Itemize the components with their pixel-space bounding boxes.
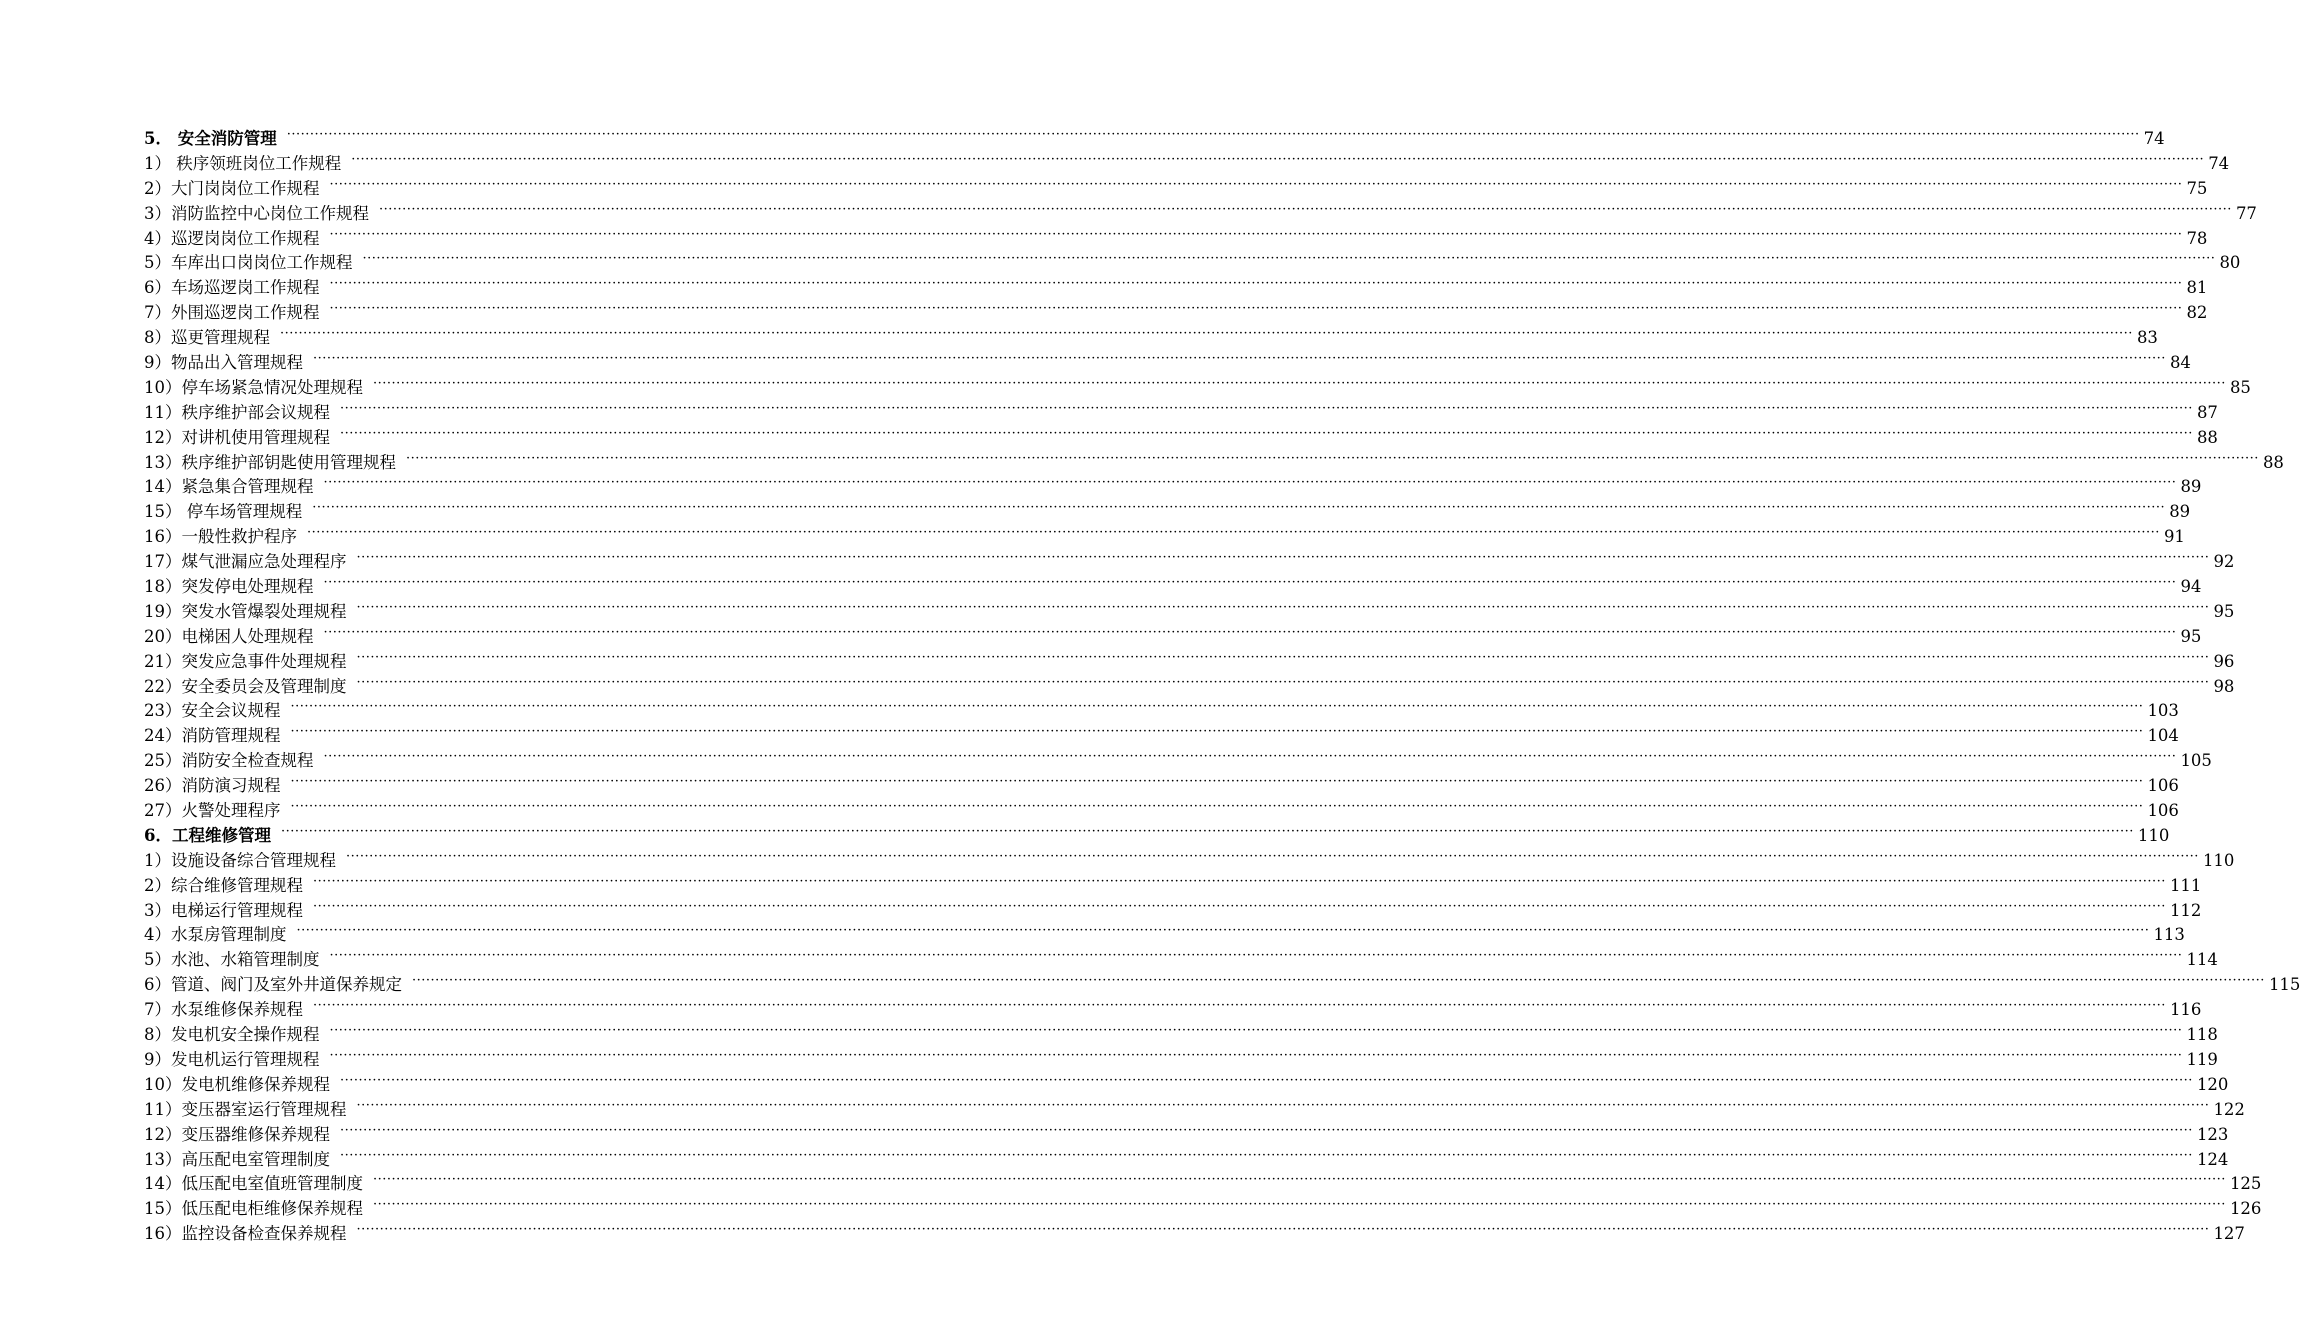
toc-page-number: 115 [2268, 975, 2300, 995]
toc-leader-dots: ················································································································································································································································································································································································································ [412, 973, 2265, 989]
toc-entry-title: 4）水泵房管理制度 [144, 925, 287, 945]
toc-entry-title: 4）巡逻岗岗位工作规程 [144, 228, 320, 248]
toc-page-number: 95 [2213, 601, 2235, 621]
toc-page-number: 126 [2229, 1199, 2262, 1219]
toc-entry-title: 9）发电机运行管理规程 [144, 1049, 320, 1069]
toc-leader-dots: ················································································································································································································································································································································································································ [280, 326, 2133, 342]
toc-page-number: 127 [2213, 1224, 2245, 1244]
toc-page-number: 105 [2180, 751, 2212, 771]
toc-page-number: 91 [2163, 527, 2185, 547]
toc-page-number: 119 [2186, 1049, 2218, 1069]
toc-leader-dots: ················································································································································································································································································································································································································ [280, 823, 2134, 839]
toc-page-number: 83 [2136, 328, 2158, 348]
toc-page-number: 124 [2196, 1149, 2229, 1169]
toc-leader-dots: ················································································································································································································································································································································································································ [329, 276, 2183, 292]
toc-page-number: 95 [2180, 626, 2202, 646]
toc-page-number: 94 [2180, 577, 2202, 597]
toc-page-number: 111 [2169, 875, 2202, 895]
toc-leader-dots: ················································································································································································································································································································································································································ [307, 525, 2160, 541]
toc-entry-title: 8）发电机安全操作规程 [144, 1025, 320, 1045]
toc-entry-title: 11）秩序维护部会议规程 [144, 402, 330, 422]
toc-page-number: 77 [2235, 203, 2257, 223]
toc-entry-title: 14）低压配电室值班管理制度 [144, 1174, 363, 1194]
toc-leader-dots: ················································································································································································································································································································································································································ [323, 749, 2177, 765]
toc-leader-dots: ················································································································································································································································································································································································································ [356, 674, 2210, 690]
toc-entry-title: 8）巡更管理规程 [144, 328, 270, 348]
toc-entry-title: 5）车库出口岗岗位工作规程 [144, 253, 353, 273]
toc-leader-dots: ················································································································································································································································································································································································································ [286, 126, 2140, 142]
toc-entry-title: 6．工程维修管理 [144, 825, 271, 845]
toc-page-number: 103 [2147, 701, 2179, 721]
toc-leader-dots: ················································································································································································································································································································································································································ [323, 624, 2177, 640]
toc-entry-title: 12）变压器维修保养规程 [144, 1124, 330, 1144]
toc-leader-dots: ················································································································································································································································································································································································································ [290, 724, 2144, 740]
toc-leader-dots: ················································································································································································································································································································································································································ [356, 1097, 2210, 1113]
toc-page-number: 96 [2213, 651, 2235, 671]
toc-entry-title: 11）变压器室运行管理规程 [144, 1099, 347, 1119]
toc-entry-title: 10）停车场紧急情况处理规程 [144, 377, 363, 397]
toc-leader-dots: ················································································································································································································································································································································································································ [346, 848, 2199, 864]
toc-entry-title: 18）突发停电处理规程 [144, 577, 314, 597]
toc-leader-dots: ················································································································································································································································································································································································································ [329, 301, 2183, 317]
toc-leader-dots: ················································································································································································································································································································································································································ [373, 1172, 2226, 1188]
toc-entry-title: 15） 停车场管理规程 [144, 502, 303, 522]
toc-page-number: 118 [2186, 1025, 2218, 1045]
toc-page-number: 98 [2213, 676, 2235, 696]
toc-entry-title: 12）对讲机使用管理规程 [144, 427, 330, 447]
toc-page-number: 92 [2213, 552, 2235, 572]
toc-leader-dots: ················································································································································································································································································································································································································ [340, 1072, 2193, 1088]
toc-page-number: 120 [2196, 1074, 2229, 1094]
toc-page-number: 78 [2186, 228, 2208, 248]
toc-leader-dots: ················································································································································································································································································································································································································ [373, 1197, 2226, 1213]
toc-page-number: 110 [2137, 825, 2170, 845]
toc-leader-dots: ················································································································································································································································································································································································································ [290, 799, 2144, 815]
toc-leader-dots: ················································································································································································································································································································································································································ [313, 351, 2166, 366]
toc-entry-title: 6）管道、阀门及室外井道保养规定 [144, 975, 402, 995]
table-of-contents [144, 126, 2300, 1247]
toc-leader-dots: ················································································································································································································································································································································································································ [340, 1122, 2193, 1138]
toc-leader-dots: ················································································································································································································································································································································································································ [313, 873, 2166, 889]
toc-entry-title: 1） 秩序领班岗位工作规程 [144, 153, 342, 173]
toc-entry-title: 5． 安全消防管理 [144, 128, 277, 148]
toc-leader-dots: ················································································································································································································································································································································································································ [312, 500, 2166, 516]
toc-page-number: 88 [2196, 427, 2218, 447]
toc-page-number: 84 [2169, 353, 2191, 372]
toc-entry-title: 21）突发应急事件处理规程 [144, 651, 347, 671]
toc-entry [144, 1222, 2245, 1247]
toc-leader-dots: ················································································································································································································································································································································································································ [313, 998, 2166, 1014]
toc-entry-title: 24）消防管理规程 [144, 726, 281, 746]
toc-entry-title: 3）消防监控中心岗位工作规程 [144, 203, 369, 223]
toc-leader-dots: ················································································································································································································································································································································································································ [340, 425, 2193, 441]
toc-leader-dots: ················································································································································································································································································································································································································ [313, 898, 2166, 914]
toc-entry-title: 27）火警处理程序 [144, 801, 281, 821]
toc-leader-dots: ················································································································································································································································································································································································································ [329, 1023, 2183, 1039]
toc-page-number: 89 [2169, 502, 2191, 522]
toc-entry-title: 10）发电机维修保养规程 [144, 1074, 330, 1094]
toc-leader-dots: ················································································································································································································································································································································································································ [356, 599, 2210, 615]
toc-entry-title: 20）电梯困人处理规程 [144, 626, 314, 646]
toc-page-number: 87 [2196, 402, 2218, 422]
toc-page-number: 106 [2147, 776, 2179, 796]
toc-leader-dots: ················································································································································································································································································································································································································ [356, 550, 2210, 566]
toc-entry-title: 16）监控设备检查保养规程 [144, 1224, 347, 1244]
toc-entry-title: 7）水泵维修保养规程 [144, 1000, 303, 1020]
toc-entry-title: 9）物品出入管理规程 [144, 353, 303, 372]
toc-leader-dots: ················································································································································································································································································································································································································ [356, 1222, 2210, 1238]
toc-leader-dots: ················································································································································································································································································································································································································ [329, 176, 2183, 192]
toc-entry-title: 22）安全委员会及管理制度 [144, 676, 347, 696]
toc-page-number: 82 [2186, 303, 2208, 323]
toc-leader-dots: ················································································································································································································································································································································································································ [362, 251, 2216, 267]
toc-leader-dots: ················································································································································································································································································································································································································ [340, 400, 2193, 416]
toc-entry-title: 5）水池、水箱管理制度 [144, 950, 320, 970]
toc-page-number: 122 [2213, 1099, 2245, 1119]
toc-page-number: 116 [2169, 1000, 2202, 1020]
toc-page-number: 75 [2186, 178, 2208, 198]
toc-page-number: 106 [2147, 801, 2179, 821]
toc-entry-title: 13）秩序维护部钥匙使用管理规程 [144, 452, 396, 472]
toc-entry-title: 17）煤气泄漏应急处理程序 [144, 552, 347, 572]
toc-page-number: 81 [2186, 278, 2208, 298]
toc-page-number: 114 [2186, 950, 2218, 970]
toc-entry-title: 25）消防安全检查规程 [144, 751, 314, 771]
toc-page-number: 110 [2202, 850, 2235, 870]
toc-leader-dots: ················································································································································································································································································································································································································ [329, 226, 2183, 242]
toc-page-number: 123 [2196, 1124, 2229, 1144]
toc-entry-title: 16）一般性救护程序 [144, 527, 297, 547]
toc-entry-title: 2）大门岗岗位工作规程 [144, 178, 320, 198]
toc-leader-dots: ················································································································································································································································································································································································································ [329, 948, 2183, 964]
toc-page-number: 104 [2147, 726, 2179, 746]
toc-leader-dots: ················································································································································································································································································································································································································ [356, 649, 2210, 665]
toc-entry-title: 3）电梯运行管理规程 [144, 900, 303, 920]
toc-entry-title: 19）突发水管爆裂处理规程 [144, 601, 347, 621]
toc-entry-title: 13）高压配电室管理制度 [144, 1149, 330, 1169]
toc-leader-dots: ················································································································································································································································································································································································································ [373, 375, 2226, 391]
toc-leader-dots: ················································································································································································································································································································································································································ [406, 450, 2259, 466]
toc-leader-dots: ················································································································································································································································································································································································································ [351, 151, 2205, 167]
toc-leader-dots: ················································································································································································································································································································································································································ [290, 774, 2144, 790]
toc-entry-title: 14）紧急集合管理规程 [144, 477, 314, 497]
toc-page-number: 112 [2169, 900, 2202, 920]
toc-entry-title: 1）设施设备综合管理规程 [144, 850, 336, 870]
toc-page-number: 125 [2229, 1174, 2262, 1194]
toc-page-number: 80 [2219, 253, 2241, 273]
toc-entry-title: 6）车场巡逻岗工作规程 [144, 278, 320, 298]
toc-page-number: 74 [2143, 128, 2165, 148]
toc-leader-dots: ················································································································································································································································································································································································································ [323, 575, 2177, 591]
toc-leader-dots: ················································································································································································································································································································································································································ [323, 475, 2177, 491]
toc-leader-dots: ················································································································································································································································································································································································································ [296, 923, 2150, 939]
toc-leader-dots: ················································································································································································································································································································································································································ [379, 201, 2232, 217]
toc-entry-title: 15）低压配电柜维修保养规程 [144, 1199, 363, 1219]
toc-leader-dots: ················································································································································································································································································································································································································ [329, 1047, 2183, 1063]
toc-page-number: 113 [2153, 925, 2185, 945]
toc-entry-title: 23）安全会议规程 [144, 701, 281, 721]
toc-page-number: 85 [2229, 377, 2251, 397]
toc-page-number: 89 [2180, 477, 2202, 497]
toc-entry-title: 26）消防演习规程 [144, 776, 281, 796]
toc-entry-title: 2）综合维修管理规程 [144, 875, 303, 895]
toc-page-number: 74 [2208, 153, 2230, 173]
toc-entry-title: 7）外围巡逻岗工作规程 [144, 303, 320, 323]
toc-leader-dots: ················································································································································································································································································································································································································ [290, 699, 2144, 715]
toc-leader-dots: ················································································································································································································································································································································································································ [340, 1147, 2193, 1163]
toc-page-number: 88 [2262, 452, 2284, 472]
